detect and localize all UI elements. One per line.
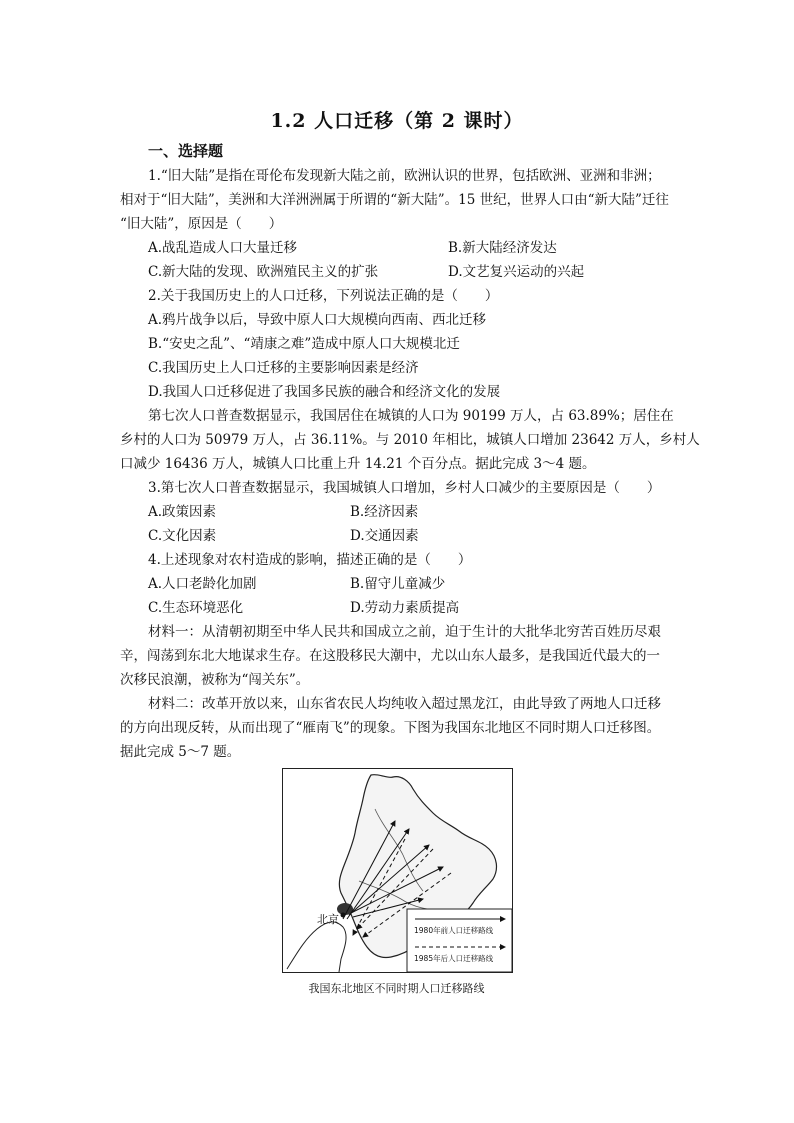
material-line: 辛，闯荡到东北大地谋求生存。在这股移民大潮中，尤以山东人最多，是我国近代最大的一 (120, 648, 660, 664)
option-d[interactable]: D.交通因素 (350, 528, 419, 544)
city-label-beijing: 北京 (317, 913, 339, 926)
material-line: 的方向出现反转，从而出现了“雁南飞”的现象。下图为我国东北地区不同时期人口迁移图。 (120, 720, 661, 736)
question-3-options-row (120, 524, 680, 548)
material-line: 乡村的人口为 50979 万人，占 36.11%。与 2010 年相比，城镇人口增加 23642 万人，乡村人 (120, 432, 700, 448)
coastline (287, 922, 346, 972)
option-b[interactable]: B.留守儿童减少 (350, 576, 446, 592)
question-3-stem: 3.第七次人口普查数据显示，我国城镇人口增加，乡村人口减少的主要原因是（ ） (148, 480, 661, 496)
beijing-marker (341, 913, 346, 918)
option-c[interactable]: C.文化因素 (148, 528, 217, 544)
section-heading: 一、选择题 (148, 142, 224, 160)
question-4-stem: 4.上述现象对农村造成的影响，描述正确的是（ ） (148, 552, 472, 568)
question-4-options-row (120, 572, 680, 596)
material-line: 材料一：从清朝初期至中华人民共和国成立之前，迫于生计的大批华北穷苦百姓历尽艰 (148, 624, 661, 640)
question-1 (120, 164, 680, 284)
material-line: 据此完成 5～7 题。 (120, 744, 241, 760)
option-a[interactable]: A.人口老龄化加剧 (148, 576, 257, 592)
material-line: 口减少 16436 万人，城镇人口比重上升 14.21 个百分点。据此完成 3～4 题。 (120, 456, 596, 472)
question-1-stem-line: 1.“旧大陆”是指在哥伦布发现新大陆之前，欧洲认识的世界，包括欧洲、亚洲和非洲； (148, 168, 661, 184)
material-2 (120, 692, 680, 764)
question-1-options-row (120, 260, 680, 284)
legend-dashed-label: 1985年后人口迁移路线 (414, 954, 494, 963)
map-caption: 我国东北地区不同时期人口迁移路线 (308, 982, 485, 995)
option-a[interactable]: A.战乱造成人口大量迁移 (148, 240, 298, 256)
map-svg (283, 769, 512, 972)
material-census (120, 404, 700, 476)
option-c[interactable]: C.我国历史上人口迁移的主要影响因素是经济 (148, 360, 419, 376)
page-title: 1.2 人口迁移（第 2 课时） (270, 110, 524, 132)
question-3 (120, 476, 680, 548)
option-d[interactable]: D.我国人口迁移促进了我国多民族的融合和经济文化的发展 (148, 384, 501, 400)
option-d[interactable]: D.文艺复兴运动的兴起 (448, 264, 585, 280)
material-line: 第七次人口普查数据显示，我国居住在城镇的人口为 90199 万人，占 63.89%；居住在 (148, 408, 674, 424)
option-c[interactable]: C.新大陆的发现、欧洲殖民主义的扩张 (148, 264, 379, 280)
question-4-options-row (120, 596, 680, 620)
question-3-options-row (120, 500, 680, 524)
legend-solid-label: 1980年前人口迁移路线 (414, 926, 494, 935)
material-line: 次移民浪潮，被称为“闯关东”。 (120, 672, 310, 688)
question-2 (120, 284, 680, 404)
option-a[interactable]: A.鸦片战争以后，导致中原人口大规模向西南、西北迁移 (148, 312, 487, 328)
option-c[interactable]: C.生态环境恶化 (148, 600, 244, 616)
question-2-stem: 2.关于我国历史上的人口迁移，下列说法正确的是（ ） (148, 288, 499, 304)
material-1 (120, 620, 680, 692)
question-1-stem-line: 相对于“旧大陆”，美洲和大洋洲洲属于所谓的“新大陆”。15 世纪，世界人口由“新大陆”迁往 (120, 192, 669, 208)
migration-map (282, 768, 513, 973)
option-b[interactable]: B.经济因素 (350, 504, 419, 520)
material-line: 材料二：改革开放以来，山东省农民人均纯收入超过黑龙江，由此导致了两地人口迁移 (148, 696, 661, 712)
option-b[interactable]: B.“安史之乱”、“靖康之难”造成中原人口大规模北迁 (148, 336, 460, 352)
question-1-options-row (120, 236, 680, 260)
option-b[interactable]: B.新大陆经济发达 (448, 240, 557, 256)
option-a[interactable]: A.政策因素 (148, 504, 217, 520)
option-d[interactable]: D.劳动力素质提高 (350, 600, 460, 616)
question-1-stem-line: “旧大陆”，原因是（ ） (120, 216, 283, 232)
question-4 (120, 548, 680, 620)
